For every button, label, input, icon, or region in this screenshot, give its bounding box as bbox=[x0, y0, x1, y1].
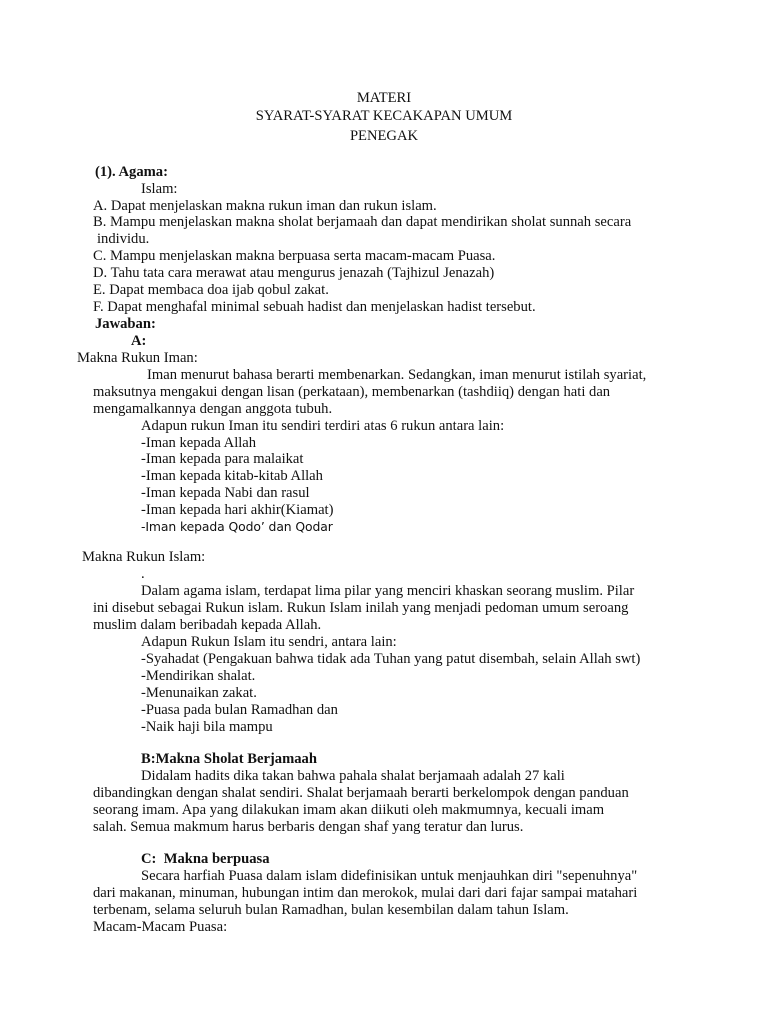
iman-list-item: -Iman kepada Nabi dan rasul bbox=[141, 485, 310, 501]
agama-item: E. Dapat membaca doa ijab qobul zakat. bbox=[93, 282, 329, 298]
puasa-macam-heading: Macam-Macam Puasa: bbox=[93, 919, 228, 935]
agama-item: B. Mampu menjelaskan makna sholat berjamaah dan dapat mendirikan sholat sunnah secara bbox=[93, 214, 632, 230]
islam-dot: . bbox=[141, 566, 145, 582]
iman-list-item: -Iman kepada para malaikat bbox=[141, 451, 304, 467]
puasa-title: C: Makna berpuasa bbox=[141, 851, 270, 867]
islam-paragraph-line: ini disebut sebagai Rukun islam. Rukun Islam inilah yang menjadi pedoman umum seroang bbox=[93, 600, 629, 616]
iman-list-item: -Iman kepada Allah bbox=[141, 435, 257, 451]
agama-heading: (1). Agama: bbox=[95, 164, 168, 180]
agama-sub: Islam: bbox=[141, 181, 178, 197]
doc-title: MATERI bbox=[356, 90, 412, 106]
islam-list-item: -Menunaikan zakat. bbox=[141, 685, 257, 701]
doc-level: PENEGAK bbox=[349, 128, 419, 144]
iman-paragraph-line: Iman menurut bahasa berarti membenarkan. Sedangkan, iman menurut istilah syariat, bbox=[147, 367, 647, 383]
jawaban-heading: Jawaban: bbox=[95, 316, 156, 332]
islam-paragraph-line: Dalam agama islam, terdapat lima pilar yang menciri khaskan seorang muslim. Pilar bbox=[141, 583, 635, 599]
puasa-paragraph-line: dari makanan, minuman, hubungan intim dan merokok, mulai dari dari fajar sampai matahari bbox=[93, 885, 638, 901]
iman-list-item: -Iman kepada hari akhir(Kiamat) bbox=[141, 502, 334, 518]
islam-list-item: -Syahadat (Pengakuan bahwa tidak ada Tuhan yang patut disembah, selain Allah swt) bbox=[141, 651, 641, 667]
iman-list-item: -Iman kepada kitab-kitab Allah bbox=[141, 468, 323, 484]
puasa-paragraph-line: terbenam, selama seluruh bulan Ramadhan, bulan kesembilan dalam tahun Islam. bbox=[93, 902, 569, 918]
iman-title: Makna Rukun Iman: bbox=[77, 350, 198, 366]
islam-list-intro: Adapun Rukun Islam itu sendri, antara lain: bbox=[141, 634, 397, 650]
doc-subtitle: SYARAT-SYARAT KECAKAPAN UMUM bbox=[255, 108, 513, 124]
iman-list-item: -Iman kepada Qodo’ dan Qodar bbox=[141, 519, 333, 534]
agama-item: D. Tahu tata cara merawat atau mengurus jenazah (Tajhizul Jenazah) bbox=[93, 265, 495, 281]
iman-list-intro: Adapun rukun Iman itu sendiri terdiri atas 6 rukun antara lain: bbox=[141, 418, 505, 434]
agama-item: A. Dapat menjelaskan makna rukun iman dan rukun islam. bbox=[93, 198, 437, 214]
sholat-paragraph-line: dibandingkan dengan shalat sendiri. Shalat berjamaah berarti berkelompok dengan panduan bbox=[93, 785, 629, 801]
puasa-paragraph-line: Secara harfiah Puasa dalam islam didefinisikan untuk menjauhkan diri "sepenuhnya" bbox=[141, 868, 638, 884]
islam-list-item: -Naik haji bila mampu bbox=[141, 719, 273, 735]
sholat-paragraph-line: salah. Semua makmum harus berbaris dengan shaf yang teratur dan lurus. bbox=[93, 819, 524, 835]
agama-item: F. Dapat menghafal minimal sebuah hadist dan menjelaskan hadist tersebut. bbox=[93, 299, 536, 315]
jawaban-a-label: A: bbox=[131, 333, 147, 349]
islam-paragraph-line: muslim dalam beribadah kepada Allah. bbox=[93, 617, 322, 633]
sholat-title: B:Makna Sholat Berjamaah bbox=[141, 751, 317, 767]
agama-item: individu. bbox=[97, 231, 150, 247]
islam-title: Makna Rukun Islam: bbox=[82, 549, 206, 565]
islam-list-item: -Puasa pada bulan Ramadhan dan bbox=[141, 702, 338, 718]
iman-paragraph-line: maksutnya mengakui dengan lisan (perkataan), membenarkan (tashdiiq) dengan hati dan bbox=[93, 384, 611, 400]
islam-list-item: -Mendirikan shalat. bbox=[141, 668, 256, 684]
sholat-paragraph-line: Didalam hadits dika takan bahwa pahala shalat berjamaah adalah 27 kali bbox=[141, 768, 565, 784]
sholat-paragraph-line: seorang imam. Apa yang dilakukan imam akan diikuti oleh makmumnya, kecuali imam bbox=[93, 802, 605, 818]
iman-paragraph-line: mengamalkannya dengan anggota tubuh. bbox=[93, 401, 333, 417]
agama-item: C. Mampu menjelaskan makna berpuasa serta macam-macam Puasa. bbox=[93, 248, 496, 264]
